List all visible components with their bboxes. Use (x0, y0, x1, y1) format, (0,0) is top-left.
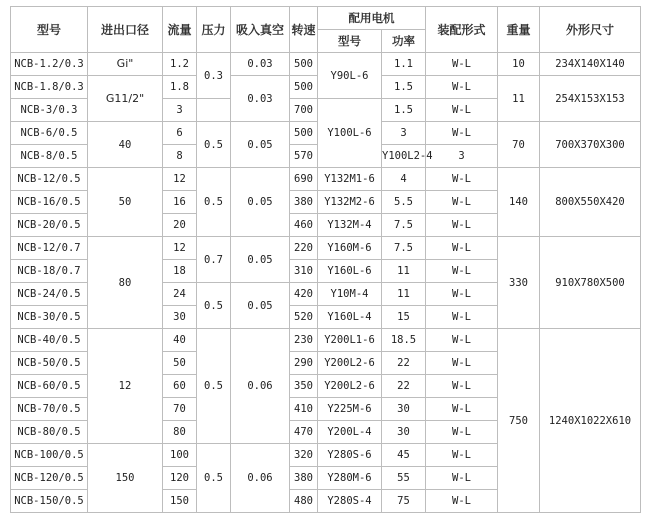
cell-power: 1.5 (382, 99, 426, 122)
cell-motor-model: Y160M-6 (318, 237, 382, 260)
cell-power: 18.5 (382, 329, 426, 352)
cell-power: 22 (382, 375, 426, 398)
cell-power: 5.5 (382, 191, 426, 214)
col-header-power: 功率 (382, 30, 426, 53)
cell-speed: 310 (290, 260, 318, 283)
cell-model: NCB-1.2/0.3 (11, 53, 88, 76)
cell-flow: 1.8 (163, 76, 197, 99)
cell-weight: 11 (498, 76, 540, 122)
cell-flow: 120 (163, 467, 197, 490)
cell-flow: 24 (163, 283, 197, 306)
cell-vacuum: 0.06 (231, 444, 290, 513)
cell-speed: 460 (290, 214, 318, 237)
cell-model: NCB-12/0.5 (11, 168, 88, 191)
cell-model: NCB-8/0.5 (11, 145, 88, 168)
cell-pressure: 0.5 (197, 168, 231, 237)
cell-flow: 6 (163, 122, 197, 145)
cell-model: NCB-50/0.5 (11, 352, 88, 375)
cell-model: NCB-3/0.3 (11, 99, 88, 122)
cell-model: NCB-60/0.5 (11, 375, 88, 398)
cell-power: 30 (382, 421, 426, 444)
cell-mount: W-L (426, 53, 498, 76)
cell-weight: 750 (498, 329, 540, 513)
table-row (11, 53, 641, 76)
cell-mount: W-L (426, 467, 498, 490)
cell-speed: 500 (290, 76, 318, 99)
cell-vacuum: 0.03 (231, 53, 290, 76)
cell-port: 40 (88, 122, 163, 168)
cell-mount: W-L (426, 306, 498, 329)
cell-flow: 18 (163, 260, 197, 283)
cell-model: NCB-40/0.5 (11, 329, 88, 352)
cell-flow: 12 (163, 168, 197, 191)
col-header-port: 进出口径 (88, 7, 163, 53)
cell-power: 3 (426, 145, 498, 168)
cell-motor-model: Y90L-6 (318, 53, 382, 99)
cell-motor-model: Y200L1-6 (318, 329, 382, 352)
col-header-dims: 外形尺寸 (540, 7, 641, 53)
cell-flow: 40 (163, 329, 197, 352)
cell-flow: 150 (163, 490, 197, 513)
cell-power: 7.5 (382, 214, 426, 237)
cell-power: 30 (382, 398, 426, 421)
cell-flow: 30 (163, 306, 197, 329)
cell-mount: W-L (426, 352, 498, 375)
cell-flow: 1.2 (163, 53, 197, 76)
cell-model: NCB-20/0.5 (11, 214, 88, 237)
cell-pressure: 0.3 (197, 53, 231, 99)
cell-speed: 690 (290, 168, 318, 191)
cell-weight: 10 (498, 53, 540, 76)
cell-motor-model: Y160L-4 (318, 306, 382, 329)
table-row (11, 168, 641, 191)
cell-mount: W-L (426, 99, 498, 122)
cell-dims: 700X370X300 (540, 122, 641, 168)
cell-motor-model: Y200L2-6 (318, 352, 382, 375)
cell-speed: 570 (290, 145, 318, 168)
cell-model: NCB-120/0.5 (11, 467, 88, 490)
cell-motor-model: Y100L2-4 (382, 145, 426, 168)
cell-model: NCB-1.8/0.3 (11, 76, 88, 99)
cell-motor-model: Y132M1-6 (318, 168, 382, 191)
cell-mount: W-L (426, 329, 498, 352)
cell-port: 12 (88, 329, 163, 444)
cell-pressure: 0.5 (197, 329, 231, 444)
cell-model: NCB-150/0.5 (11, 490, 88, 513)
cell-port: G11/2" (88, 76, 163, 122)
cell-power: 15 (382, 306, 426, 329)
cell-pressure: 0.5 (197, 444, 231, 513)
cell-mount: W-L (426, 214, 498, 237)
cell-mount: W-L (426, 490, 498, 513)
cell-motor-model: Y100L-6 (318, 99, 382, 168)
cell-speed: 700 (290, 99, 318, 122)
cell-speed: 290 (290, 352, 318, 375)
cell-mount: W-L (426, 191, 498, 214)
cell-port: Gi" (88, 53, 163, 76)
cell-pressure: 0.5 (197, 122, 231, 168)
cell-mount: W-L (426, 375, 498, 398)
cell-model: NCB-12/0.7 (11, 237, 88, 260)
cell-vacuum: 0.05 (231, 237, 290, 283)
cell-power: 11 (382, 283, 426, 306)
cell-vacuum: 0.06 (231, 329, 290, 444)
cell-power: 75 (382, 490, 426, 513)
col-header-model: 型号 (11, 7, 88, 53)
cell-motor-model: Y160L-6 (318, 260, 382, 283)
cell-speed: 520 (290, 306, 318, 329)
cell-flow: 80 (163, 421, 197, 444)
cell-pressure (197, 99, 231, 122)
col-header-speed: 转速 (290, 7, 318, 53)
cell-model: NCB-100/0.5 (11, 444, 88, 467)
cell-vacuum: 0.05 (231, 168, 290, 237)
cell-flow: 16 (163, 191, 197, 214)
cell-mount: W-L (426, 237, 498, 260)
cell-power: 1.1 (382, 53, 426, 76)
cell-mount: W-L (426, 168, 498, 191)
cell-port: 150 (88, 444, 163, 513)
cell-speed: 230 (290, 329, 318, 352)
col-header-pressure: 压力 (197, 7, 231, 53)
cell-dims: 254X153X153 (540, 76, 641, 122)
cell-flow: 70 (163, 398, 197, 421)
cell-pressure: 0.7 (197, 237, 231, 283)
cell-power: 55 (382, 467, 426, 490)
cell-motor-model: Y280S-4 (318, 490, 382, 513)
cell-speed: 320 (290, 444, 318, 467)
cell-power: 45 (382, 444, 426, 467)
cell-speed: 420 (290, 283, 318, 306)
cell-vacuum: 0.05 (231, 122, 290, 168)
cell-flow: 12 (163, 237, 197, 260)
cell-speed: 480 (290, 490, 318, 513)
cell-speed: 500 (290, 53, 318, 76)
cell-weight: 330 (498, 237, 540, 329)
table-row (11, 237, 641, 260)
cell-port: 50 (88, 168, 163, 237)
cell-flow: 3 (163, 99, 197, 122)
cell-flow: 50 (163, 352, 197, 375)
cell-mount: W-L (426, 283, 498, 306)
cell-model: NCB-6/0.5 (11, 122, 88, 145)
cell-motor-model: Y10M-4 (318, 283, 382, 306)
cell-model: NCB-18/0.7 (11, 260, 88, 283)
col-header-flow: 流量 (163, 7, 197, 53)
cell-power: 1.5 (382, 76, 426, 99)
cell-motor-model: Y200L-4 (318, 421, 382, 444)
cell-flow: 8 (163, 145, 197, 168)
cell-port: 80 (88, 237, 163, 329)
cell-dims: 234X140X140 (540, 53, 641, 76)
cell-speed: 500 (290, 122, 318, 145)
cell-vacuum: 0.03 (231, 76, 290, 122)
cell-power: 4 (382, 168, 426, 191)
cell-mount: W-L (426, 444, 498, 467)
cell-power: 7.5 (382, 237, 426, 260)
cell-speed: 470 (290, 421, 318, 444)
cell-mount: W-L (426, 76, 498, 99)
cell-model: NCB-80/0.5 (11, 421, 88, 444)
cell-model: NCB-16/0.5 (11, 191, 88, 214)
cell-weight: 70 (498, 122, 540, 168)
cell-flow: 20 (163, 214, 197, 237)
cell-speed: 380 (290, 467, 318, 490)
col-header-vacuum: 吸入真空 (231, 7, 290, 53)
cell-speed: 220 (290, 237, 318, 260)
cell-speed: 410 (290, 398, 318, 421)
cell-power: 3 (382, 122, 426, 145)
cell-power: 11 (382, 260, 426, 283)
cell-motor-model: Y200L2-6 (318, 375, 382, 398)
cell-vacuum: 0.05 (231, 283, 290, 329)
col-header-weight: 重量 (498, 7, 540, 53)
pump-spec-table (10, 6, 641, 513)
cell-model: NCB-30/0.5 (11, 306, 88, 329)
cell-flow: 60 (163, 375, 197, 398)
cell-dims: 910X780X500 (540, 237, 641, 329)
cell-mount: W-L (426, 260, 498, 283)
cell-power: 22 (382, 352, 426, 375)
cell-mount: W-L (426, 421, 498, 444)
col-header-mount: 装配形式 (426, 7, 498, 53)
header-row (11, 7, 641, 30)
table-row (11, 329, 641, 352)
cell-motor-model: Y280M-6 (318, 467, 382, 490)
cell-motor-model: Y132M-4 (318, 214, 382, 237)
cell-model: NCB-24/0.5 (11, 283, 88, 306)
col-header-motor-model: 型号 (318, 30, 382, 53)
cell-motor-model: Y132M2-6 (318, 191, 382, 214)
cell-model: NCB-70/0.5 (11, 398, 88, 421)
cell-flow: 100 (163, 444, 197, 467)
cell-speed: 380 (290, 191, 318, 214)
cell-dims: 1240X1022X610 (540, 329, 641, 513)
col-header-motor: 配用电机 (318, 7, 426, 30)
cell-mount: W-L (426, 398, 498, 421)
cell-dims: 800X550X420 (540, 168, 641, 237)
cell-motor-model: Y225M-6 (318, 398, 382, 421)
cell-mount: W-L (426, 122, 498, 145)
cell-motor-model: Y280S-6 (318, 444, 382, 467)
cell-pressure: 0.5 (197, 283, 231, 329)
cell-weight: 140 (498, 168, 540, 237)
cell-speed: 350 (290, 375, 318, 398)
